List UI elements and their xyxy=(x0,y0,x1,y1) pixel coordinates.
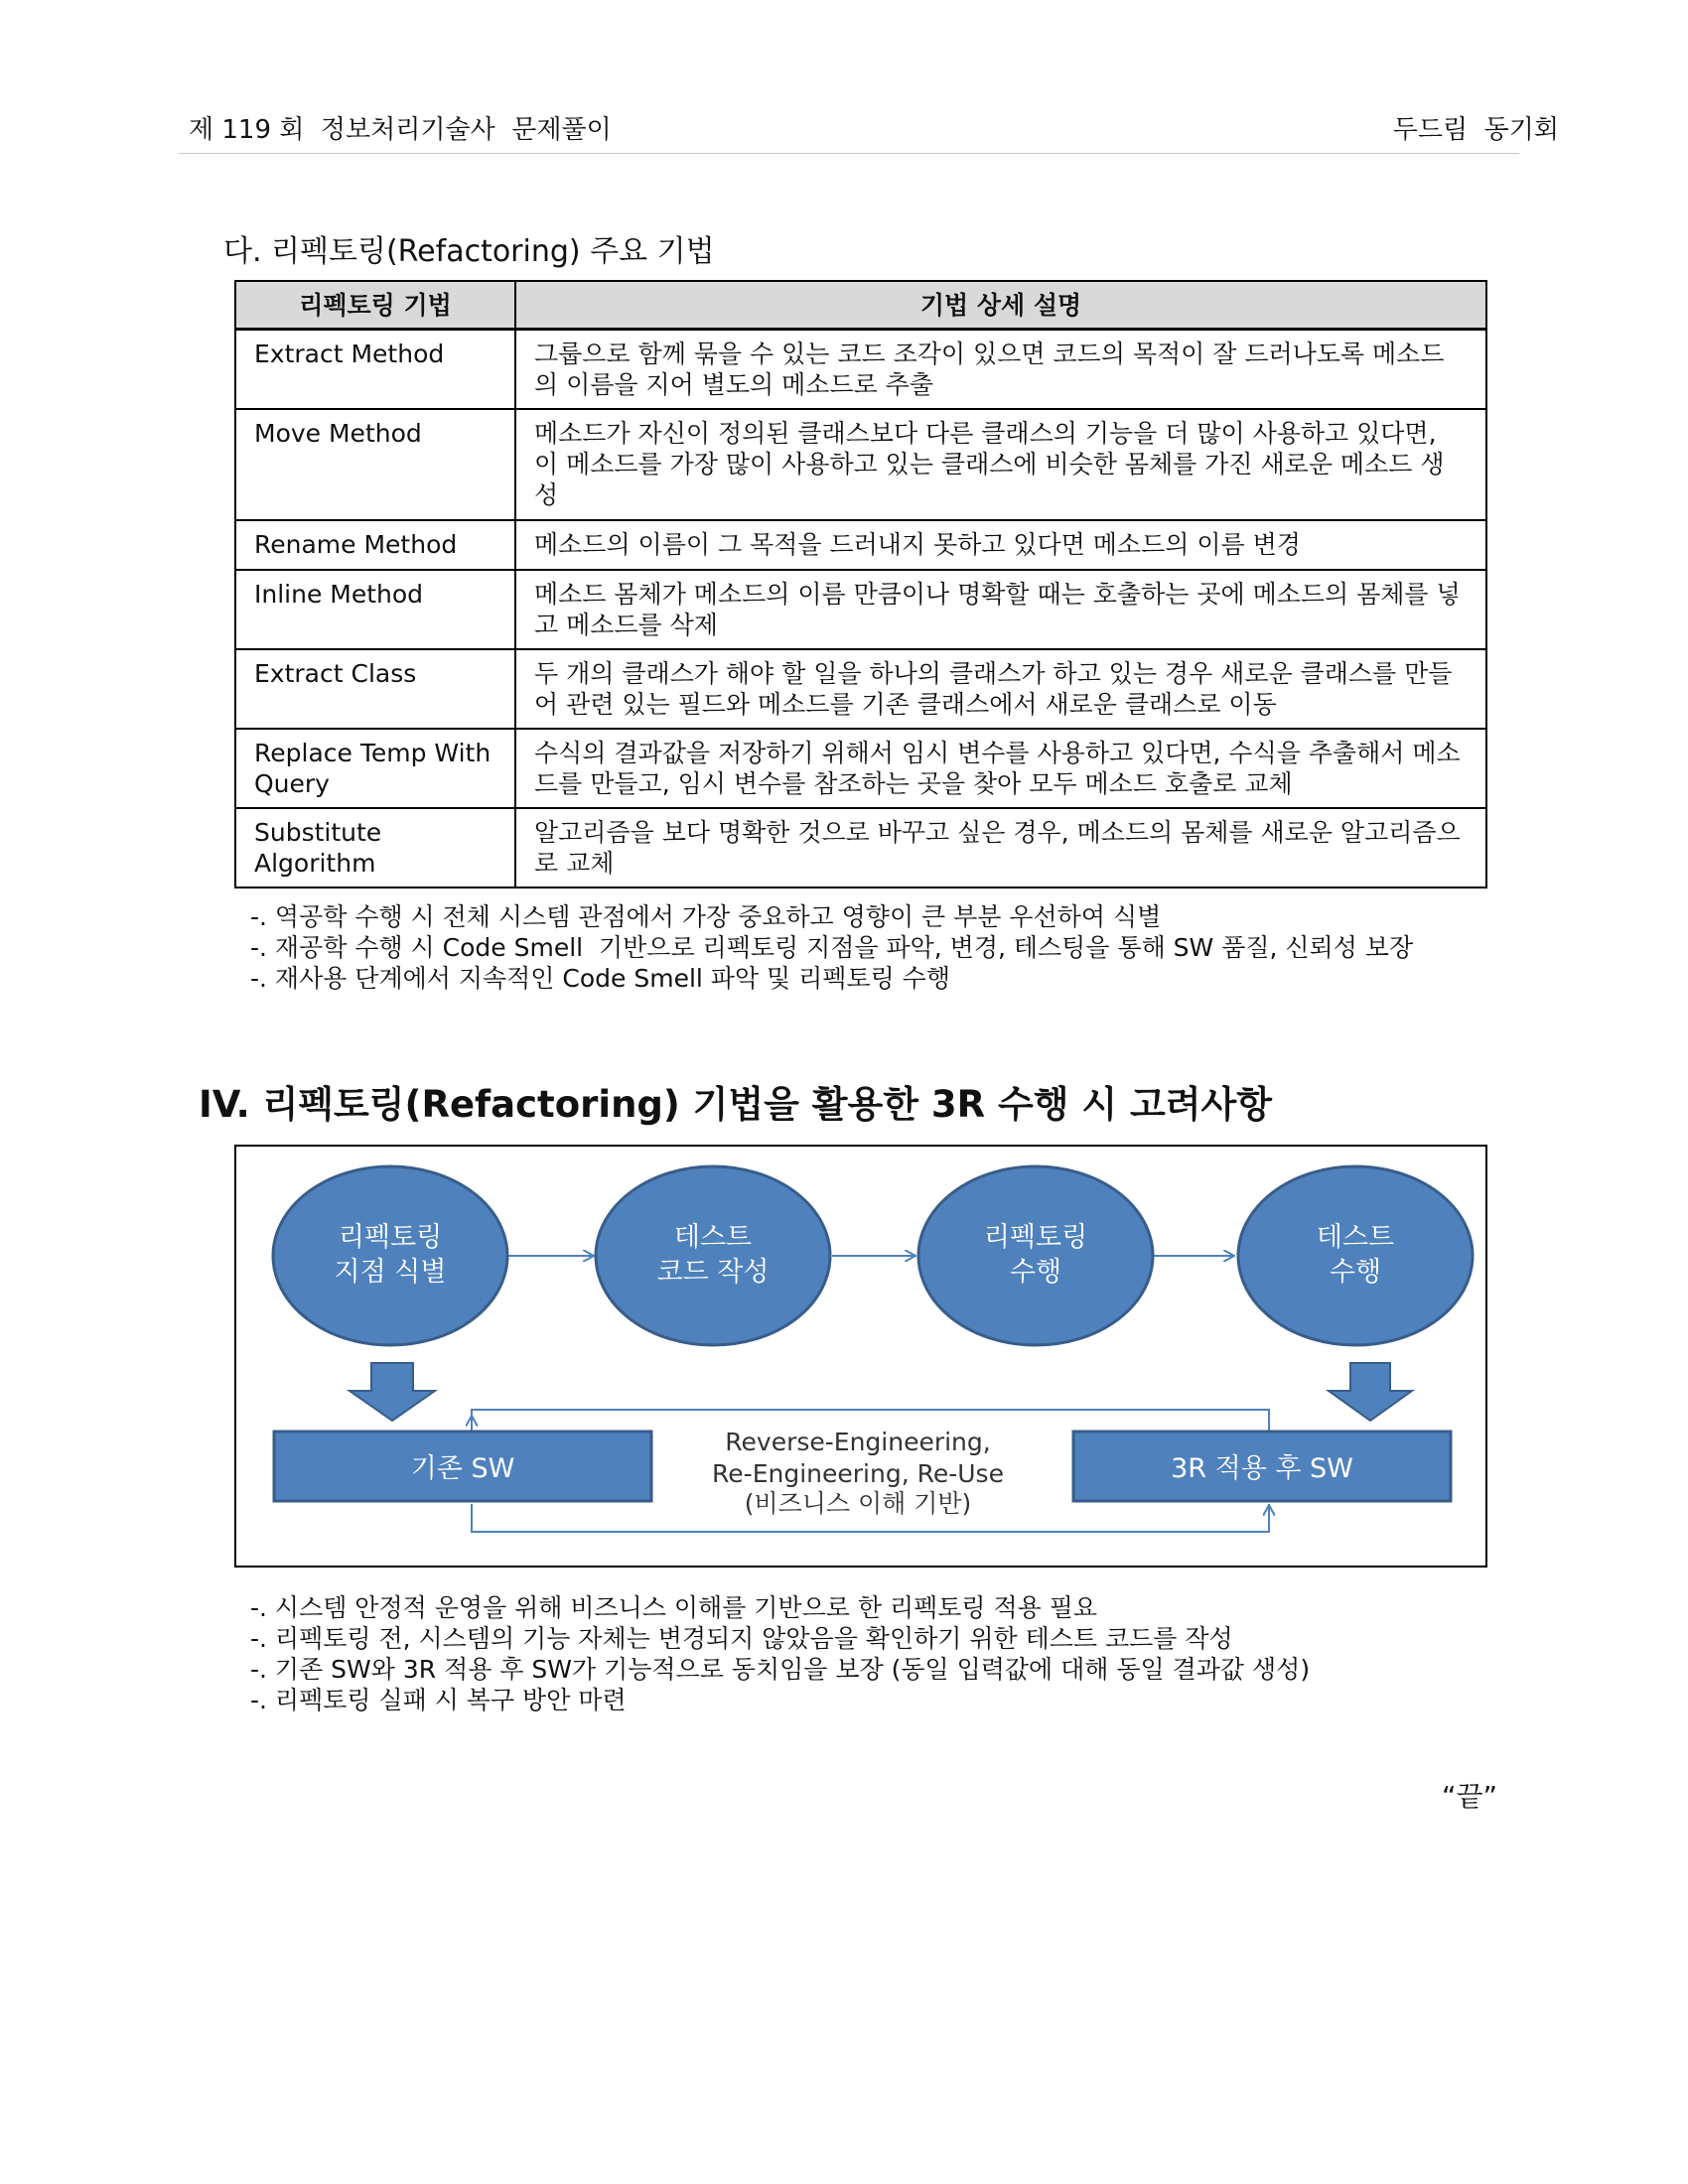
table-row xyxy=(235,330,1486,409)
existing-sw-box xyxy=(274,1432,651,1501)
note-line: -. 리펙토링 전, 시스템의 기능 자체는 변경되지 않았음을 확인하기 위한 테스트 코드를 작성 xyxy=(250,1624,1233,1653)
down-arrow-icon xyxy=(1329,1363,1412,1421)
step-run-test-node xyxy=(1238,1166,1473,1345)
step-label-line2: 수행 xyxy=(1329,1257,1382,1288)
after-3r-sw-box xyxy=(1073,1432,1451,1501)
header-title: 제 119 회 정보처리기술사 문제풀이 xyxy=(189,115,612,145)
step-label-line2: 코드 작성 xyxy=(656,1257,770,1288)
technique-cell: Extract Method xyxy=(235,330,515,409)
refactoring-techniques-table xyxy=(234,280,1487,888)
description-cell: 메소드의 이름이 그 목적을 드러내지 못하고 있다면 메소드의 이름 변경 xyxy=(515,520,1486,570)
step-label-line2: 수행 xyxy=(1009,1257,1062,1288)
description-cell: 메소드가 자신이 정의된 클래스보다 다른 클래스의 기능을 더 많이 사용하고 있다면, 이 메소드를 가장 많이 사용하고 있는 클래스에 비슷한 몸체를 가진 새로운 메소드 생성 xyxy=(515,409,1486,520)
step-label-line1: 리펙토링 xyxy=(338,1222,443,1253)
table-row xyxy=(235,649,1486,729)
notes-after-table xyxy=(250,901,1413,994)
section-iv-title: IV. 리펙토링(Refactoring) 기법을 활용한 3R 수행 시 고려사항 xyxy=(199,1083,1272,1126)
technique-cell: Replace Temp With Query xyxy=(235,729,515,808)
step-label-line1: 테스트 xyxy=(673,1222,753,1253)
note-line: -. 재사용 단계에서 지속적인 Code Smell 파악 및 리펙토링 수행 xyxy=(250,964,950,993)
technique-cell: Extract Class xyxy=(235,649,515,729)
center-text-line3: (비즈니스 이해 기반) xyxy=(744,1489,972,1518)
header-divider xyxy=(179,153,1519,154)
section-da-title: 다. 리펙토링(Refactoring) 주요 기법 xyxy=(223,234,715,269)
diagram-canvas xyxy=(236,1147,1485,1566)
table-header-row xyxy=(235,281,1486,330)
table-row xyxy=(235,729,1486,808)
step-refactor-node xyxy=(918,1166,1153,1345)
step-label-line1: 리펙토링 xyxy=(983,1222,1088,1253)
technique-cell: Inline Method xyxy=(235,570,515,649)
table-row xyxy=(235,570,1486,649)
technique-cell: Move Method xyxy=(235,409,515,520)
header-group: 두드림 동기회 xyxy=(1392,115,1559,145)
description-cell: 그룹으로 함께 묶을 수 있는 코드 조각이 있으면 코드의 목적이 잘 드러나도록 메소드의 이름을 지어 별도의 메소드로 추출 xyxy=(515,330,1486,409)
step-identify-node xyxy=(273,1166,507,1345)
table-header-technique: 리펙토링 기법 xyxy=(235,281,515,330)
note-line: -. 시스템 안정적 운영을 위해 비즈니스 이해를 기반으로 한 리펙토링 적용 필요 xyxy=(250,1593,1098,1622)
description-cell: 메소드 몸체가 메소드의 이름 만큼이나 명확할 때는 호출하는 곳에 메소드의 몸체를 넣고 메소드를 삭제 xyxy=(515,570,1486,649)
after-3r-sw-label: 3R 적용 후 SW xyxy=(1171,1453,1353,1484)
center-text-line1: Reverse-Engineering, xyxy=(725,1428,991,1456)
center-text-line2: Re-Engineering, Re-Use xyxy=(712,1459,1004,1488)
table-row xyxy=(235,520,1486,570)
notes-after-diagram xyxy=(250,1592,1310,1715)
technique-cell: Substitute Algorithm xyxy=(235,808,515,887)
3r-process-diagram xyxy=(234,1145,1487,1568)
step-write-test-node xyxy=(596,1166,830,1345)
table-header-description: 기법 상세 설명 xyxy=(515,281,1486,330)
note-line: -. 역공학 수행 시 전체 시스템 관점에서 가장 중요하고 영향이 큰 부분 우선하여 식별 xyxy=(250,902,1162,931)
note-line: -. 재공학 수행 시 Code Smell 기반으로 리펙토링 지점을 파악, 변경, 테스팅을 통해 SW 품질, 신뢰성 보장 xyxy=(250,933,1414,962)
existing-sw-label: 기존 SW xyxy=(410,1453,515,1484)
table-row xyxy=(235,808,1486,887)
description-cell: 알고리즘을 보다 명확한 것으로 바꾸고 싶은 경우, 메소드의 몸체를 새로운 알고리즘으로 교체 xyxy=(515,808,1486,887)
note-line: -. 기존 SW와 3R 적용 후 SW가 기능적으로 동치임을 보장 (동일 입력값에 대해 동일 결과값 생성) xyxy=(250,1655,1311,1684)
end-mark: “끝” xyxy=(1442,1780,1498,1813)
step-label-line1: 테스트 xyxy=(1316,1222,1395,1253)
technique-cell: Rename Method xyxy=(235,520,515,570)
down-arrow-icon xyxy=(350,1363,435,1421)
note-line: -. 리펙토링 실패 시 복구 방안 마련 xyxy=(250,1686,627,1714)
description-cell: 두 개의 클래스가 해야 할 일을 하나의 클래스가 하고 있는 경우 새로운 클래스를 만들어 관련 있는 필드와 메소드를 기존 클래스에서 새로운 클래스로 이동 xyxy=(515,649,1486,729)
step-label-line2: 지점 식별 xyxy=(334,1257,447,1288)
description-cell: 수식의 결과값을 저장하기 위해서 임시 변수를 사용하고 있다면, 수식을 추출해서 메소드를 만들고, 임시 변수를 참조하는 곳을 찾아 모두 메소드 호출로 교체 xyxy=(515,729,1486,808)
table-row xyxy=(235,409,1486,520)
